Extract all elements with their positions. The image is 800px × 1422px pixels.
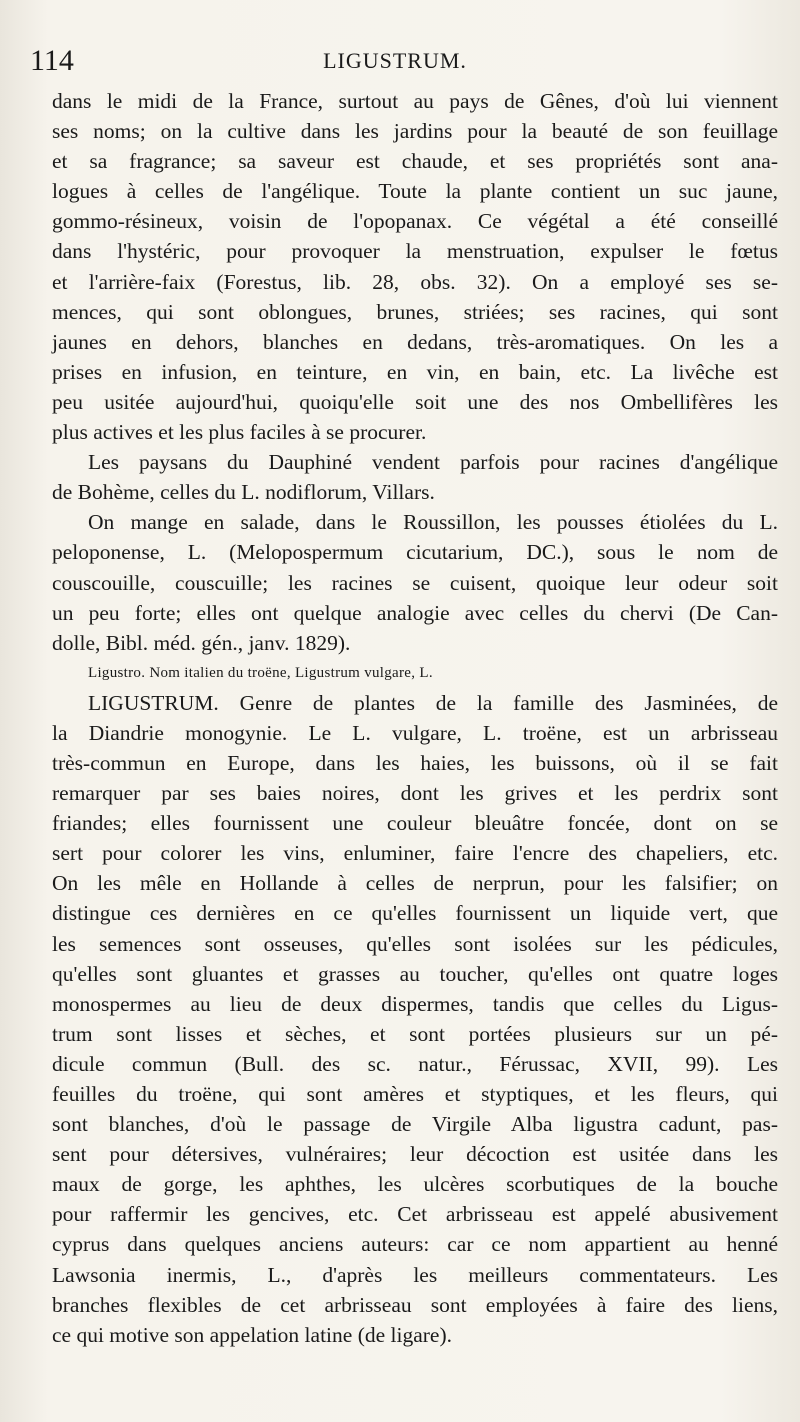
text-line: sert pour colorer les vins, enluminer, faire l'encre des chapeliers, etc. xyxy=(52,841,778,866)
text-line: gommo-résineux, voisin de l'opopanax. Ce végétal a été conseillé xyxy=(52,209,778,234)
text-line: On les mêle en Hollande à celles de nerprun, pour les falsifier; on xyxy=(52,871,778,896)
text-line: dolle, Bibl. méd. gén., janv. 1829). xyxy=(52,630,351,655)
text-line: monospermes au lieu de deux dispermes, tandis que celles du Ligus- xyxy=(52,991,778,1016)
text-line: jaunes en dehors, blanches en dedans, très-aromatiques. On les a xyxy=(52,329,778,354)
text-line: distingue ces dernières en ce qu'elles fournissent un liquide vert, que xyxy=(52,901,778,926)
text-line: et sa fragrance; sa saveur est chaude, et ses propriétés sont ana- xyxy=(52,149,778,174)
text-line: dans l'hystéric, pour provoquer la menstruation, expulser le fœtus xyxy=(52,239,778,264)
text-line: les semences sont osseuses, qu'elles sont isolées sur les pédicules, xyxy=(52,931,778,956)
text-line: friandes; elles fournissent une couleur bleuâtre foncée, dont on se xyxy=(52,811,778,836)
text-line: peu usitée aujourd'hui, quoiqu'elle soit une des nos Ombellifères les xyxy=(52,389,778,414)
page-number: 114 xyxy=(30,44,74,77)
text-line: mences, qui sont oblongues, brunes, striées; ses racines, qui sont xyxy=(52,299,778,324)
text-line: sent pour détersives, vulnéraires; leur décoction est usitée dans les xyxy=(52,1142,778,1167)
text-line: et l'arrière-faix (Forestus, lib. 28, obs. 32). On a employé ses se- xyxy=(52,269,778,294)
text-line: peloponense, L. (Melopospermum cicutarium, DC.), sous le nom de xyxy=(52,540,778,565)
text-line: pour raffermir les gencives, etc. Cet arbrisseau est appelé abusivement xyxy=(52,1202,778,1227)
text-line: trum sont lisses et sèches, et sont portées plusieurs sur un pé- xyxy=(52,1021,778,1046)
page-header xyxy=(30,44,760,84)
text-line: LIGUSTRUM. Genre de plantes de la famille des Jasminées, de xyxy=(88,690,778,715)
text-line: dans le midi de la France, surtout au pays de Gênes, d'où lui viennent xyxy=(52,89,778,113)
text-line: Lawsonia inermis, L., d'après les meilleurs commentateurs. Les xyxy=(52,1262,778,1287)
text-line: Les paysans du Dauphiné vendent parfois pour racines d'angélique xyxy=(88,450,778,475)
page-body xyxy=(52,86,778,1350)
entry-note: Ligustro. Nom italien du troëne, Ligustrum vulgare, L. xyxy=(88,664,433,681)
text-line: très-commun en Europe, dans les haies, les buissons, où il se fait xyxy=(52,750,778,775)
text-line: de Bohème, celles du L. nodiflorum, Villars. xyxy=(52,480,435,505)
text-line: la Diandrie monogynie. Le L. vulgare, L. troëne, est un arbrisseau xyxy=(52,720,778,745)
text-line: feuilles du troëne, qui sont amères et styptiques, et les fleurs, qui xyxy=(52,1082,778,1106)
text-line: couscouille, couscuille; les racines se cuisent, quoique leur odeur soit xyxy=(52,570,778,595)
text-line: cyprus dans quelques anciens auteurs: car ce nom appartient au henné xyxy=(52,1232,778,1257)
text-line: logues à celles de l'angélique. Toute la plante contient un suc jaune, xyxy=(52,179,778,204)
text-line: remarquer par ses baies noires, dont les grives et les perdrix sont xyxy=(52,781,778,806)
text-line: sont blanches, d'où le passage de Virgile Alba ligustra cadunt, pas- xyxy=(52,1112,778,1137)
text-line: On mange en salade, dans le Roussillon, les pousses étiolées du L. xyxy=(88,510,778,535)
text-line: dicule commun (Bull. des sc. natur., Férussac, XVII, 99). Les xyxy=(52,1051,778,1076)
text-line: ce qui motive son appelation latine (de ligare). xyxy=(52,1322,452,1347)
text-line: ses noms; on la cultive dans les jardins pour la beauté de son feuillage xyxy=(52,119,778,144)
running-title: LIGUSTRUM. xyxy=(323,48,467,73)
text-line: prises en infusion, en teinture, en vin, en bain, etc. La livêche est xyxy=(52,359,778,384)
text-line: qu'elles sont gluantes et grasses au toucher, qu'elles ont quatre loges xyxy=(52,961,778,986)
text-line: maux de gorge, les aphthes, les ulcères scorbutiques de la bouche xyxy=(52,1172,778,1197)
text-line: branches flexibles de cet arbrisseau sont employées à faire des liens, xyxy=(52,1292,778,1317)
text-line: un peu forte; elles ont quelque analogie avec celles du chervi (De Can- xyxy=(52,600,778,625)
text-line: plus actives et les plus faciles à se procurer. xyxy=(52,420,427,445)
